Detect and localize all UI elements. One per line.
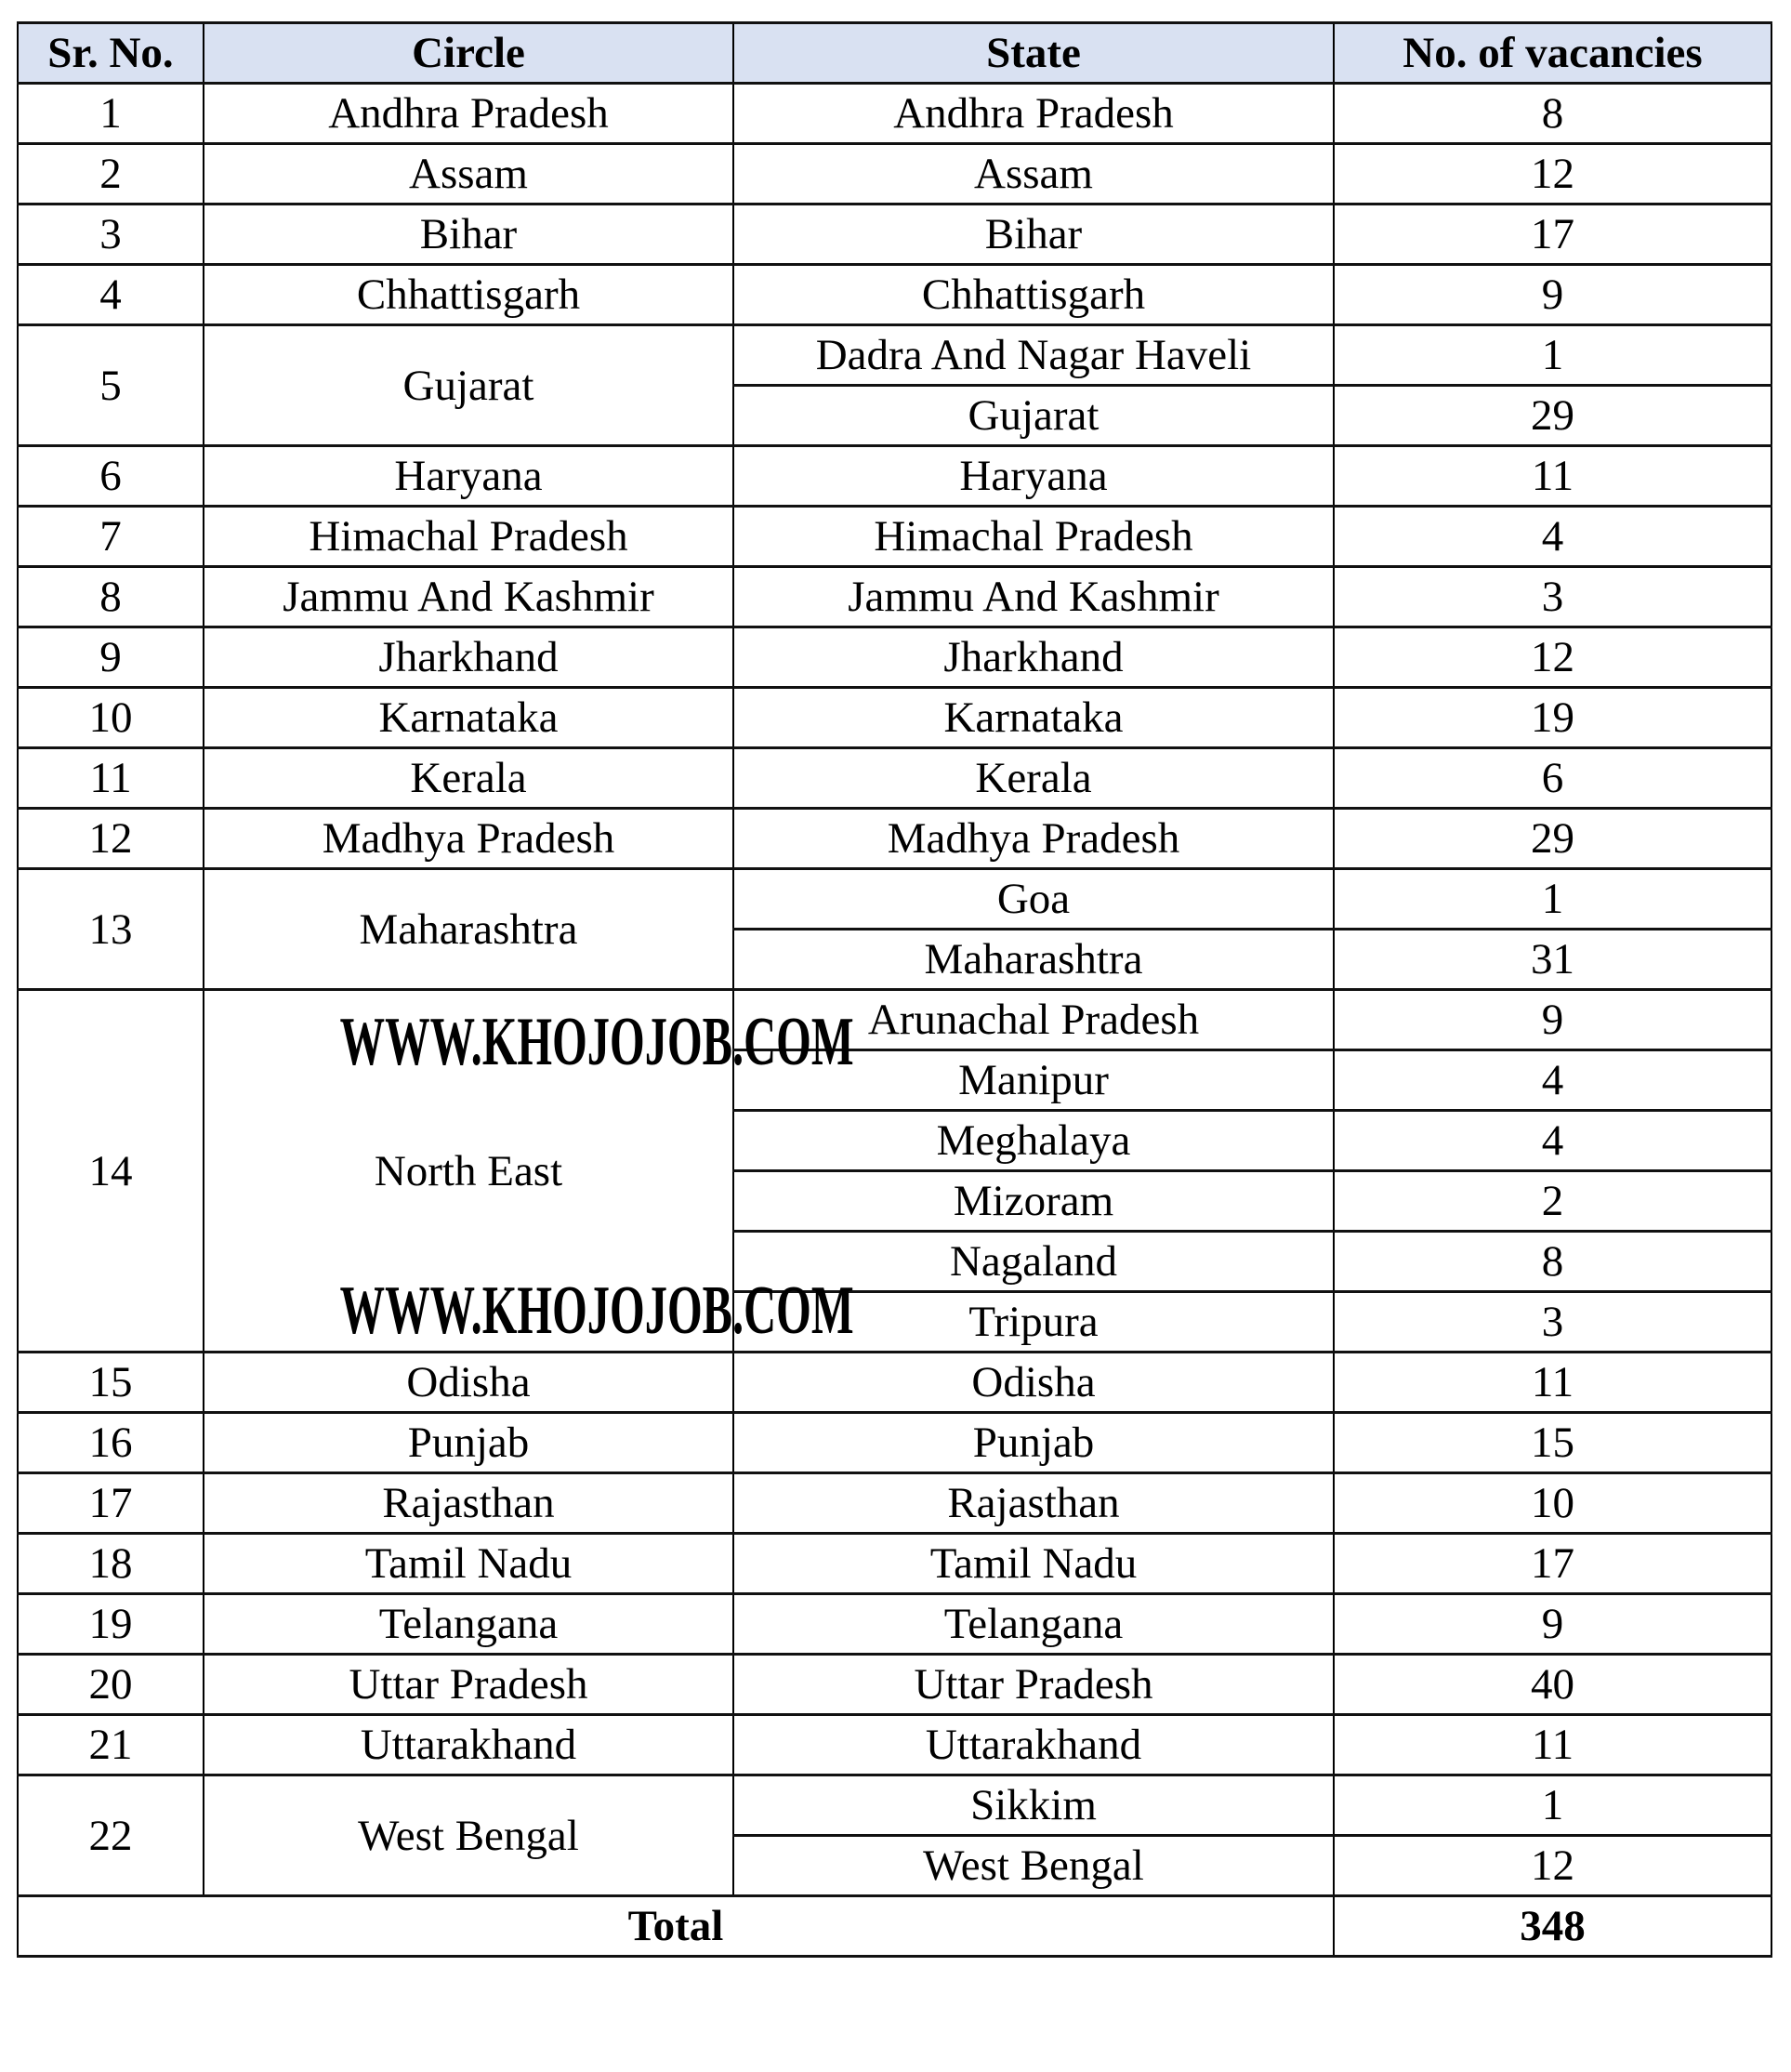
vacancies-cell: 12 — [1334, 1836, 1771, 1896]
table-body — [18, 84, 1771, 1896]
circle-cell: Maharashtra — [204, 869, 733, 990]
table-row — [18, 869, 1771, 930]
vacancies-cell: 3 — [1334, 567, 1771, 627]
circle-cell: Andhra Pradesh — [204, 84, 733, 144]
header-row — [18, 23, 1771, 84]
vacancies-cell: 17 — [1334, 205, 1771, 265]
circle-cell: Assam — [204, 144, 733, 205]
state-cell: Karnataka — [733, 688, 1334, 748]
state-cell: Odisha — [733, 1353, 1334, 1413]
sr-no-cell: 5 — [18, 325, 204, 446]
circle-cell — [204, 990, 854, 1353]
circle-cell: Karnataka — [204, 688, 733, 748]
table-row — [18, 144, 1771, 205]
table-row — [18, 688, 1771, 748]
vacancies-cell: 31 — [1334, 930, 1771, 990]
circle-cell: Haryana — [204, 446, 733, 507]
state-cell: Uttar Pradesh — [733, 1655, 1334, 1715]
sr-no-cell: 19 — [18, 1594, 204, 1655]
vacancies-cell: 29 — [1334, 386, 1771, 446]
table-row — [18, 627, 1771, 688]
table-row — [18, 809, 1771, 869]
state-cell: Bihar — [733, 205, 1334, 265]
circle-cell: Madhya Pradesh — [204, 809, 733, 869]
circle-cell: Jharkhand — [204, 627, 733, 688]
state-cell: Chhattisgarh — [733, 265, 1334, 325]
sr-no-cell: 14 — [18, 990, 204, 1353]
header-circle: Circle — [204, 23, 733, 84]
table-row — [18, 325, 1771, 386]
sr-no-cell: 10 — [18, 688, 204, 748]
circle-cell: Telangana — [204, 1594, 733, 1655]
table-row — [18, 1594, 1771, 1655]
sr-no-cell: 18 — [18, 1534, 204, 1594]
circle-cell: Gujarat — [204, 325, 733, 446]
circle-cell: Rajasthan — [204, 1473, 733, 1534]
vacancies-cell: 1 — [1334, 325, 1771, 386]
state-cell: Jammu And Kashmir — [733, 567, 1334, 627]
header-sr-no: Sr. No. — [18, 23, 204, 84]
watermark-top — [204, 1004, 854, 1080]
vacancy-table — [17, 21, 1772, 1958]
state-cell: Tamil Nadu — [733, 1534, 1334, 1594]
vacancies-cell: 17 — [1334, 1534, 1771, 1594]
vacancies-cell: 11 — [1334, 446, 1771, 507]
watermark-text: WWW.KHOJOJOB.COM — [339, 1004, 854, 1080]
vacancies-cell: 11 — [1334, 1353, 1771, 1413]
state-cell: Gujarat — [733, 386, 1334, 446]
circle-cell: Uttar Pradesh — [204, 1655, 733, 1715]
state-cell: Arunachal Pradesh — [733, 990, 1334, 1050]
sr-no-cell: 21 — [18, 1715, 204, 1775]
table-row — [18, 1534, 1771, 1594]
sr-no-cell: 2 — [18, 144, 204, 205]
circle-cell: Jammu And Kashmir — [204, 567, 733, 627]
state-cell: Dadra And Nagar Haveli — [733, 325, 1334, 386]
state-cell: Mizoram — [733, 1171, 1334, 1232]
circle-cell: West Bengal — [204, 1775, 733, 1896]
sr-no-cell: 12 — [18, 809, 204, 869]
vacancies-cell: 11 — [1334, 1715, 1771, 1775]
state-cell: Himachal Pradesh — [733, 507, 1334, 567]
vacancies-cell: 1 — [1334, 869, 1771, 930]
state-cell: Sikkim — [733, 1775, 1334, 1836]
vacancies-cell: 40 — [1334, 1655, 1771, 1715]
header-vacancies: No. of vacancies — [1334, 23, 1771, 84]
watermark-bottom — [204, 1273, 854, 1349]
state-cell: Punjab — [733, 1413, 1334, 1473]
sr-no-cell: 16 — [18, 1413, 204, 1473]
header-state: State — [733, 23, 1334, 84]
vacancies-cell: 9 — [1334, 990, 1771, 1050]
sr-no-cell: 7 — [18, 507, 204, 567]
vacancies-cell: 10 — [1334, 1473, 1771, 1534]
table-row — [18, 1413, 1771, 1473]
state-cell: Tripura — [733, 1292, 1334, 1353]
vacancies-cell: 1 — [1334, 1775, 1771, 1836]
vacancies-cell: 9 — [1334, 265, 1771, 325]
table-row — [18, 1715, 1771, 1775]
state-cell: Jharkhand — [733, 627, 1334, 688]
table-row — [18, 446, 1771, 507]
total-label: Total — [18, 1896, 1334, 1957]
table-row — [18, 748, 1771, 809]
state-cell: Rajasthan — [733, 1473, 1334, 1534]
sr-no-cell: 4 — [18, 265, 204, 325]
vacancies-cell: 4 — [1334, 1111, 1771, 1171]
circle-cell: Kerala — [204, 748, 733, 809]
circle-cell: Punjab — [204, 1413, 733, 1473]
vacancies-cell: 6 — [1334, 748, 1771, 809]
state-cell: West Bengal — [733, 1836, 1334, 1896]
sr-no-cell: 13 — [18, 869, 204, 990]
vacancies-cell: 12 — [1334, 627, 1771, 688]
watermark-text: WWW.KHOJOJOB.COM — [339, 1273, 854, 1349]
vacancies-cell: 9 — [1334, 1594, 1771, 1655]
circle-label: North East — [374, 1146, 563, 1195]
sr-no-cell: 8 — [18, 567, 204, 627]
vacancies-cell: 4 — [1334, 507, 1771, 567]
sr-no-cell: 22 — [18, 1775, 204, 1896]
vacancies-cell: 8 — [1334, 1232, 1771, 1292]
table-row — [18, 1775, 1771, 1836]
sr-no-cell: 20 — [18, 1655, 204, 1715]
state-cell: Kerala — [733, 748, 1334, 809]
vacancies-cell: 4 — [1334, 1050, 1771, 1111]
circle-cell: Bihar — [204, 205, 733, 265]
total-row — [18, 1896, 1771, 1957]
state-cell: Madhya Pradesh — [733, 809, 1334, 869]
vacancies-cell: 15 — [1334, 1413, 1771, 1473]
total-value: 348 — [1334, 1896, 1771, 1957]
sr-no-cell: 11 — [18, 748, 204, 809]
vacancies-cell: 12 — [1334, 144, 1771, 205]
vacancies-cell: 3 — [1334, 1292, 1771, 1353]
state-cell: Uttarakhand — [733, 1715, 1334, 1775]
circle-cell: Himachal Pradesh — [204, 507, 733, 567]
circle-cell: Odisha — [204, 1353, 733, 1413]
state-cell: Meghalaya — [733, 1111, 1334, 1171]
table-row — [18, 265, 1771, 325]
vacancies-cell: 29 — [1334, 809, 1771, 869]
sr-no-cell: 3 — [18, 205, 204, 265]
vacancies-cell: 19 — [1334, 688, 1771, 748]
state-cell: Maharashtra — [733, 930, 1334, 990]
table-row — [18, 1473, 1771, 1534]
vacancies-cell: 2 — [1334, 1171, 1771, 1232]
table-row — [18, 990, 1771, 1050]
state-cell: Telangana — [733, 1594, 1334, 1655]
circle-cell: Uttarakhand — [204, 1715, 733, 1775]
state-cell: Assam — [733, 144, 1334, 205]
sr-no-cell: 17 — [18, 1473, 204, 1534]
table-row — [18, 567, 1771, 627]
table-row — [18, 84, 1771, 144]
table-row — [18, 1353, 1771, 1413]
sr-no-cell: 15 — [18, 1353, 204, 1413]
circle-cell: Chhattisgarh — [204, 265, 733, 325]
sr-no-cell: 9 — [18, 627, 204, 688]
table-row — [18, 205, 1771, 265]
state-cell: Goa — [733, 869, 1334, 930]
state-cell: Haryana — [733, 446, 1334, 507]
table-row — [18, 507, 1771, 567]
state-cell: Manipur — [733, 1050, 1334, 1111]
sr-no-cell: 6 — [18, 446, 204, 507]
circle-cell: Tamil Nadu — [204, 1534, 733, 1594]
vacancies-cell: 8 — [1334, 84, 1771, 144]
sr-no-cell: 1 — [18, 84, 204, 144]
state-cell: Andhra Pradesh — [733, 84, 1334, 144]
table-row — [18, 1655, 1771, 1715]
state-cell: Nagaland — [733, 1232, 1334, 1292]
